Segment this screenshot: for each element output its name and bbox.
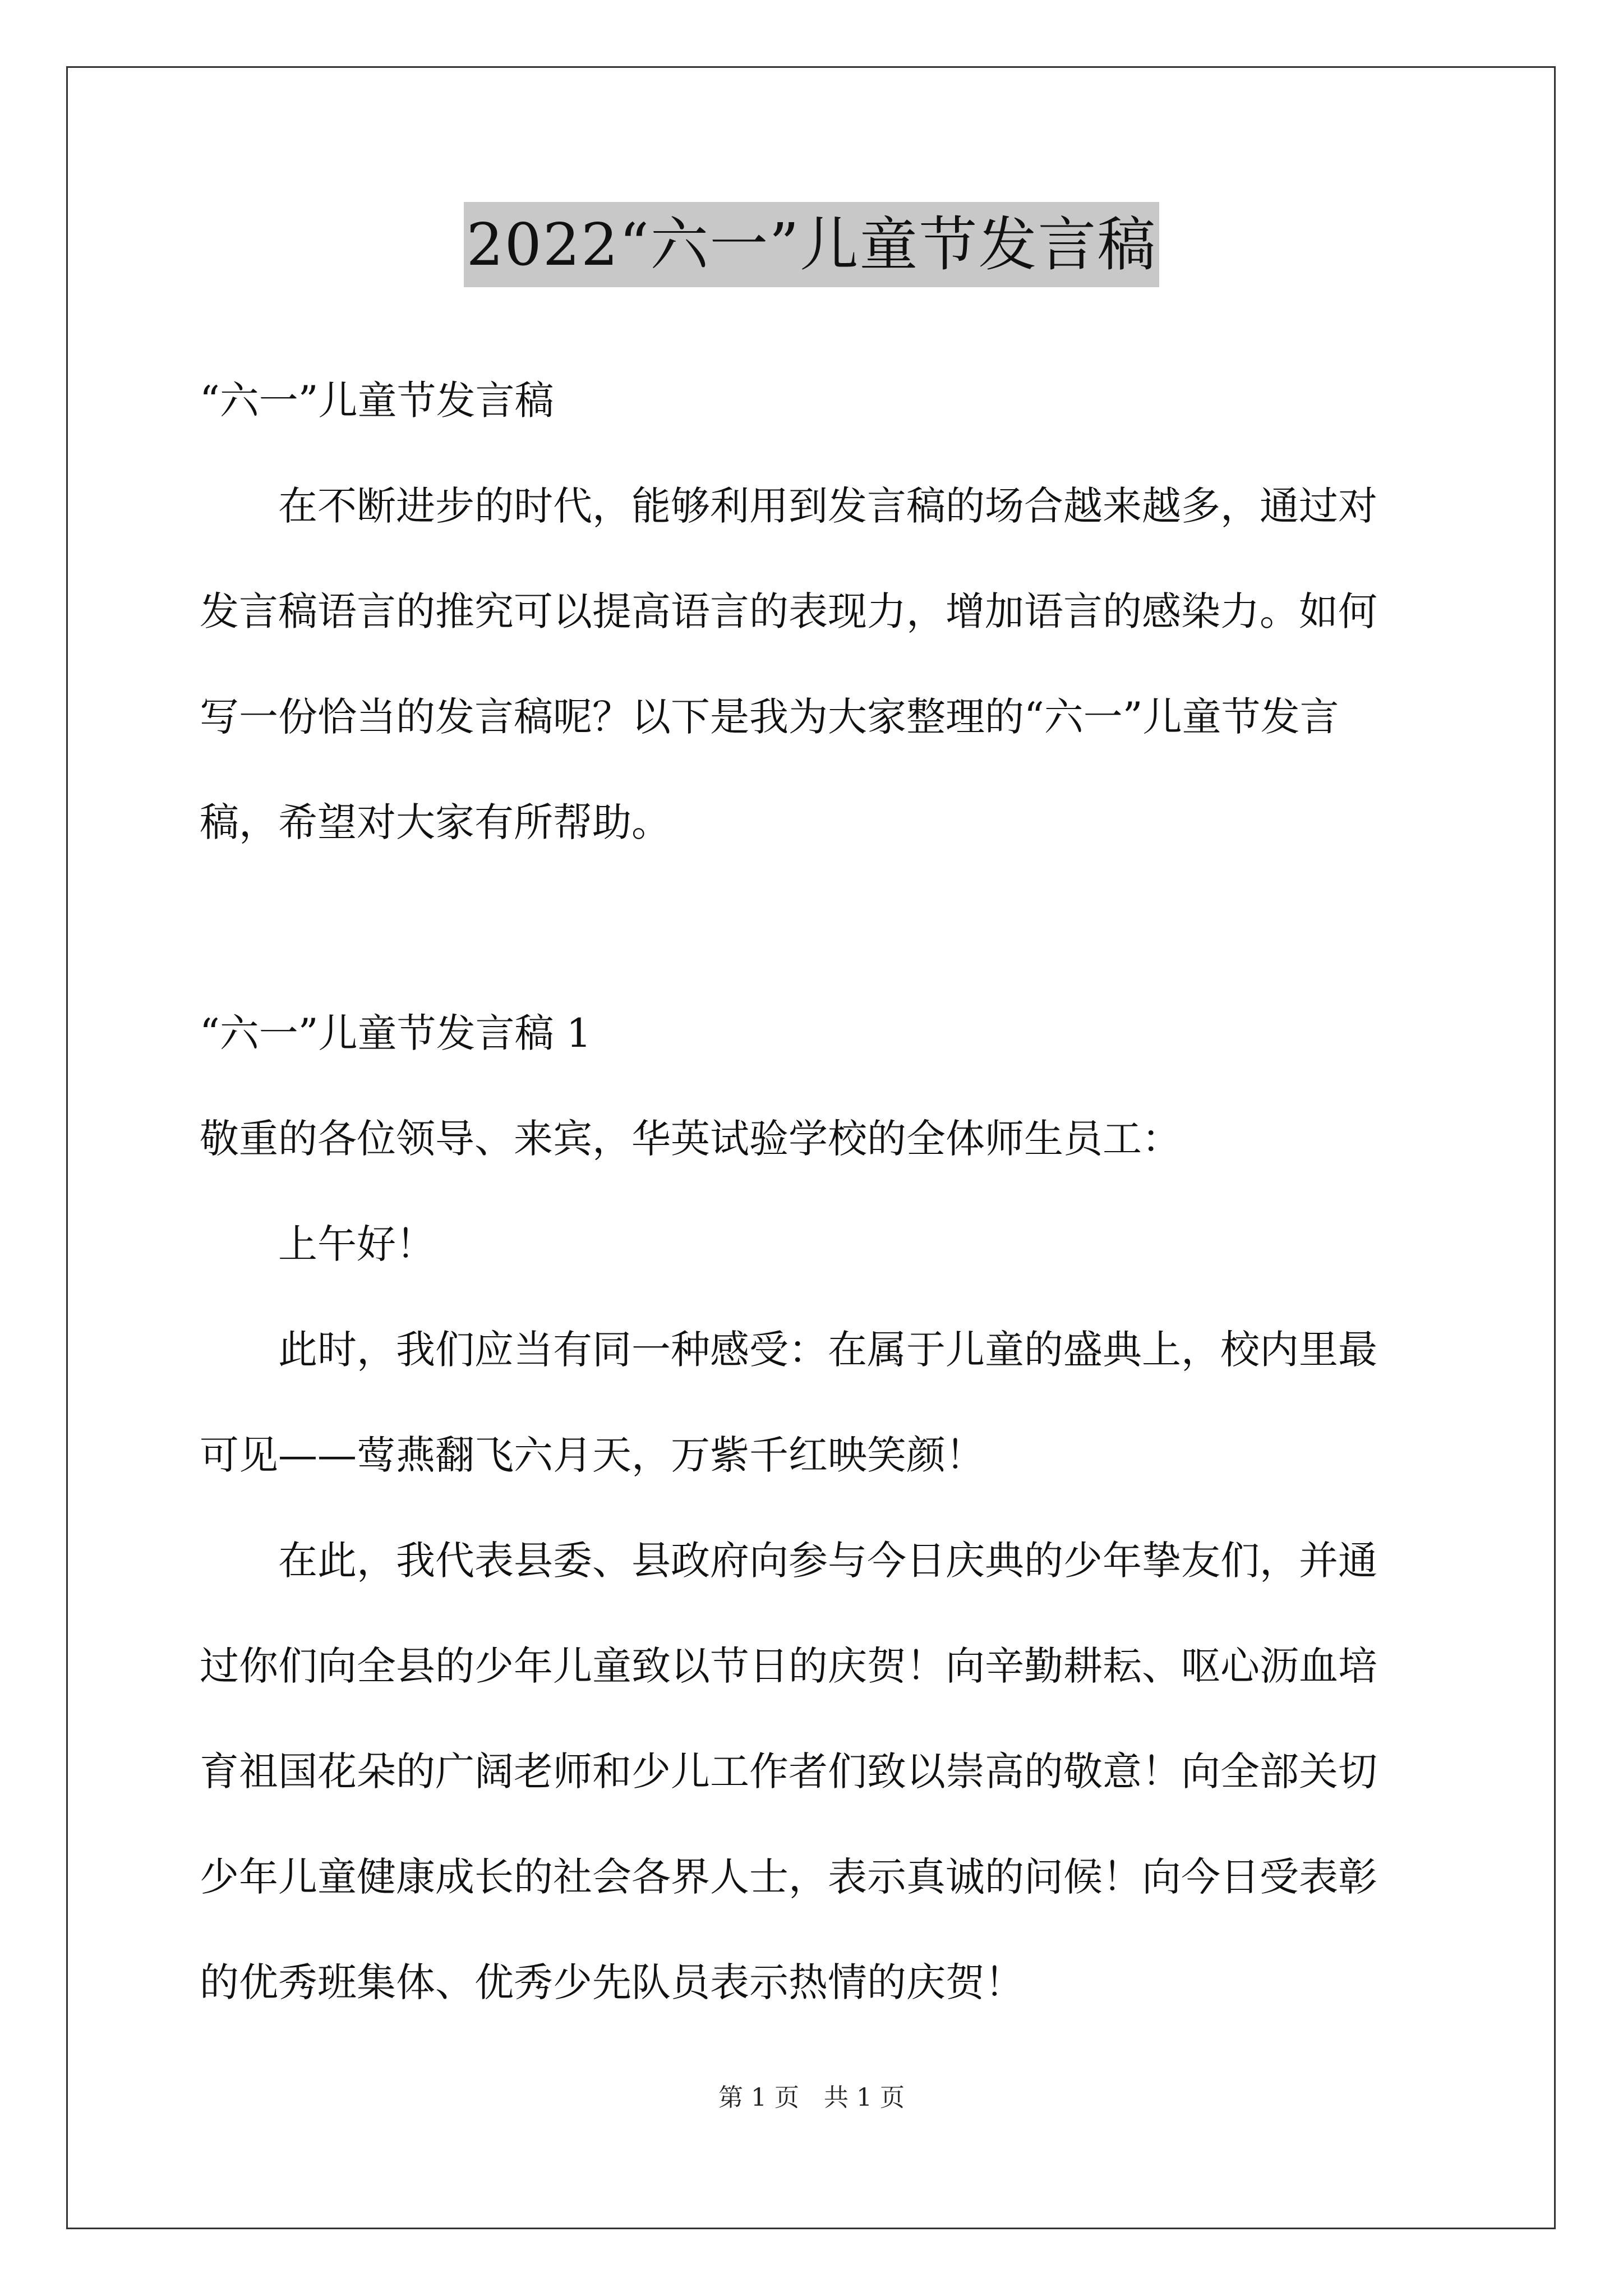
title-container [0,202,1623,287]
blank-line [200,875,1428,981]
text-line: 在不断进步的时代，能够利用到发言稿的场合越来越多，通过对 [200,483,1377,529]
text-line: 写一份恰当的发言稿呢？以下是我为大家整理的“六一”儿童节发言 [200,694,1339,740]
document-title: 2022“六一”儿童节发言稿 [464,202,1159,287]
text-line: “六一”儿童节发言稿 [200,378,554,424]
text-line: 的优秀班集体、优秀少先队员表示热情的庆贺！ [200,1959,1024,2005]
section-heading: “六一”儿童节发言稿 1 [200,1010,592,1056]
text-line: 过你们向全县的少年儿童致以节日的庆贺！向辛勤耕耘、呕心沥血培 [200,1643,1377,1689]
text-line: 育祖国花朵的广阔老师和少儿工作者们致以崇高的敬意！向全部关切 [200,1749,1377,1795]
text-line: 此时，我们应当有同一种感受：在属于儿童的盛典上，校内里最 [200,1327,1377,1373]
document-body [200,348,1428,2035]
text-line: 上午好！ [200,1221,435,1267]
text-line: 稿，希望对大家有所帮助。 [200,799,671,845]
text-line: 少年儿童健康成长的社会各界人士，表示真诚的问候！向今日受表彰 [200,1854,1377,1900]
text-line: 敬重的各位领导、来宾，华英试验学校的全体师生员工： [200,1116,1181,1162]
text-line: 在此，我代表县委、县政府向参与今日庆典的少年挚友们，并通 [200,1538,1377,1584]
text-line: 发言稿语言的推究可以提高语言的表现力，增加语言的感染力。如何 [200,588,1377,634]
text-line: 可见——莺燕翻飞六月天，万紫千红映笑颜！ [200,1432,985,1478]
page-footer: 第 1 页 共 1 页 [718,2083,905,2112]
